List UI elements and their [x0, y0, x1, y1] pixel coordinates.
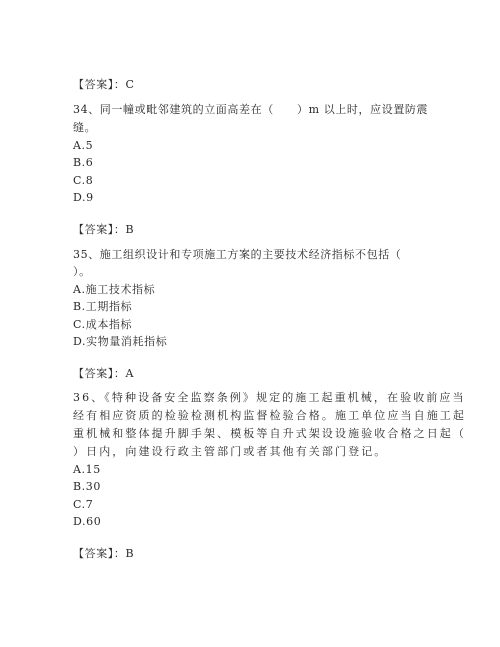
option-b: B.30 — [73, 480, 101, 493]
answer-b-1: 【答案】：B — [73, 223, 135, 236]
option-a: A.5 — [73, 139, 94, 152]
option-c: C.8 — [73, 174, 94, 187]
question-36-line3: 重机械和整体提升脚手架、模板等自升式架设设施验收合格之日起（ — [73, 427, 466, 440]
answer-c-top: 【答案】：C — [73, 78, 135, 91]
option-b: B.工期指标 — [73, 300, 133, 313]
answer-a: 【答案】：A — [73, 367, 135, 380]
option-c: C.7 — [73, 498, 94, 511]
question-35-line1: 35、施工组织设计和专项施工方案的主要技术经济指标不包括（ — [73, 248, 402, 261]
question-36-line4: ）日内，向建设行政主管部门或者其他有关部门登记。 — [73, 445, 388, 458]
option-c: C.成本指标 — [73, 318, 133, 331]
question-36-line2: 经有相应资质的检验检测机构监督检验合格。施工单位应当自施工起 — [73, 409, 466, 422]
question-34-line1: 34、同一幢或毗邻建筑的立面高差在（ ）m 以上时，应设置防震 — [73, 103, 429, 116]
option-a: A.施工技术指标 — [73, 283, 156, 296]
option-d: D.60 — [73, 515, 102, 528]
option-d: D.9 — [73, 191, 94, 204]
question-35-line2: ）。 — [73, 265, 91, 278]
option-b: B.6 — [73, 156, 94, 169]
answer-b-2: 【答案】：B — [73, 547, 135, 560]
option-d: D.实物量消耗指标 — [73, 335, 168, 348]
question-36-line1: 36、《特种设备安全监察条例》规定的施工起重机械，在验收前应当 — [73, 391, 466, 404]
question-34-line2: 缝。 — [73, 121, 97, 134]
option-a: A.15 — [73, 463, 101, 476]
